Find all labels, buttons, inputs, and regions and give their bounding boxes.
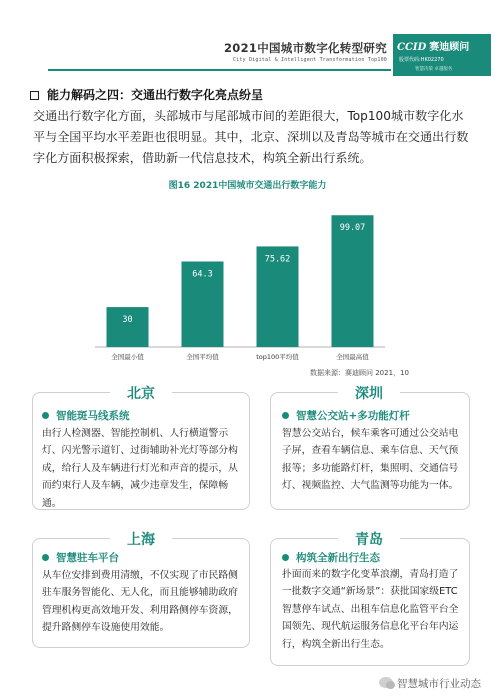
bar-0 <box>107 307 149 347</box>
logo-tagline: 智慧决策 卓越服务 <box>415 67 453 72</box>
x-tick-label: top100平均值 <box>256 353 299 361</box>
panel-title-shenzhen <box>282 408 410 423</box>
panel-title-text: 构筑全新出行生态 <box>296 552 380 564</box>
bullet-dot-icon <box>282 554 289 561</box>
x-tick-label: 全国平均值 <box>186 353 219 361</box>
bullet-dot-icon <box>42 554 49 561</box>
bar-value-label: 30 <box>122 315 133 326</box>
panel-text-qingdao: 扑面而来的数字化变革浪潮，青岛打造了一批数字交通“新场景”：获批国家级ETC智慧停车试点、出租车信息化监管平台全国领先、现代航运服务信息化平台年内运行，构筑全新出行生态。 <box>282 569 459 650</box>
report-title: 2021中国城市数字化转型研究 <box>223 41 387 55</box>
logo-abbr: CCID <box>397 42 427 53</box>
bullet-dot-icon <box>42 412 49 419</box>
logo-name: 赛迪顾问 <box>429 42 470 53</box>
report-subtitle: City Digital & Intelligent Transformation Top100 <box>232 57 387 63</box>
panel-title-beijing <box>42 408 130 423</box>
checkbox-bullet-icon <box>30 91 39 100</box>
panel-title-shanghai <box>42 550 119 565</box>
section-heading <box>30 86 263 103</box>
page-header <box>0 0 495 76</box>
figure-title: 图16 2021中国城市交通出行数字能力 <box>168 181 327 191</box>
panel-title-text: 智能斑马线系统 <box>56 410 130 422</box>
x-tick-label: 全国最小值 <box>111 353 144 361</box>
city-shanghai: 上海 <box>110 529 172 549</box>
panel-text-shenzhen: 智慧公交站台，候车乘客可通过公交站电子屏，查看车辆信息、乘车信息、天气预报等；多功能路灯杆，集照明、交通信号灯、视频监控、大气监测等功能为一体。 <box>282 428 459 492</box>
section-paragraph: 交通出行数字化方面，头部城市与尾部城市间的差距很大，Top100城市数字化水平与全国平均水平差距也很明显。其中，北京、深圳以及青岛等城市在交通出行数字化方面积极探索，借助新一代信息技术，构筑全新出行系统。 <box>33 109 469 165</box>
panel-title-qingdao <box>282 550 380 565</box>
bar-value-label: 99.07 <box>339 223 366 234</box>
wechat-icon <box>379 677 393 688</box>
footer-account: 智慧城市行业动态 <box>397 678 481 690</box>
bar-chart <box>90 192 390 372</box>
bar-value-label: 75.62 <box>264 254 291 265</box>
city-beijing: 北京 <box>110 383 172 403</box>
bullet-dot-icon <box>282 412 289 419</box>
data-source: 数据来源：赛迪顾问 2021，10 <box>310 369 409 377</box>
panel-title-text: 智慧公交站+多功能灯杆 <box>296 410 410 422</box>
footer-watermark <box>379 676 481 691</box>
header-divider <box>48 69 391 71</box>
panel-text-beijing: 由行人检测器、智能控制机、人行横道警示灯、闪光警示道钉、过街辅助补光灯等部分构成，给行人及车辆进行灯光和声音的提示，从而约束行人及车辆，减少违章发生，保障畅通。 <box>42 428 238 509</box>
bar-value-label: 64.3 <box>192 269 213 280</box>
panel-text-shanghai: 从车位安排到费用清缴，不仅实现了市民路侧驻车服务智能化、无人化，而且能够辅助政府管理机构更高效地开发、利用路侧停车资源，提升路侧停车设施使用效能。 <box>42 570 238 634</box>
logo-stock-code: 股票代码:HK02270 <box>399 57 444 63</box>
ccid-logo <box>393 34 491 76</box>
city-shenzhen: 深圳 <box>338 383 400 403</box>
city-qingdao: 青岛 <box>338 529 400 549</box>
bar-3 <box>332 215 374 347</box>
x-tick-label: 全国最高值 <box>336 353 369 361</box>
section-heading-text: 能力解码之四：交通出行数字化亮点纷呈 <box>47 88 264 102</box>
panel-title-text: 智慧驻车平台 <box>56 552 119 564</box>
